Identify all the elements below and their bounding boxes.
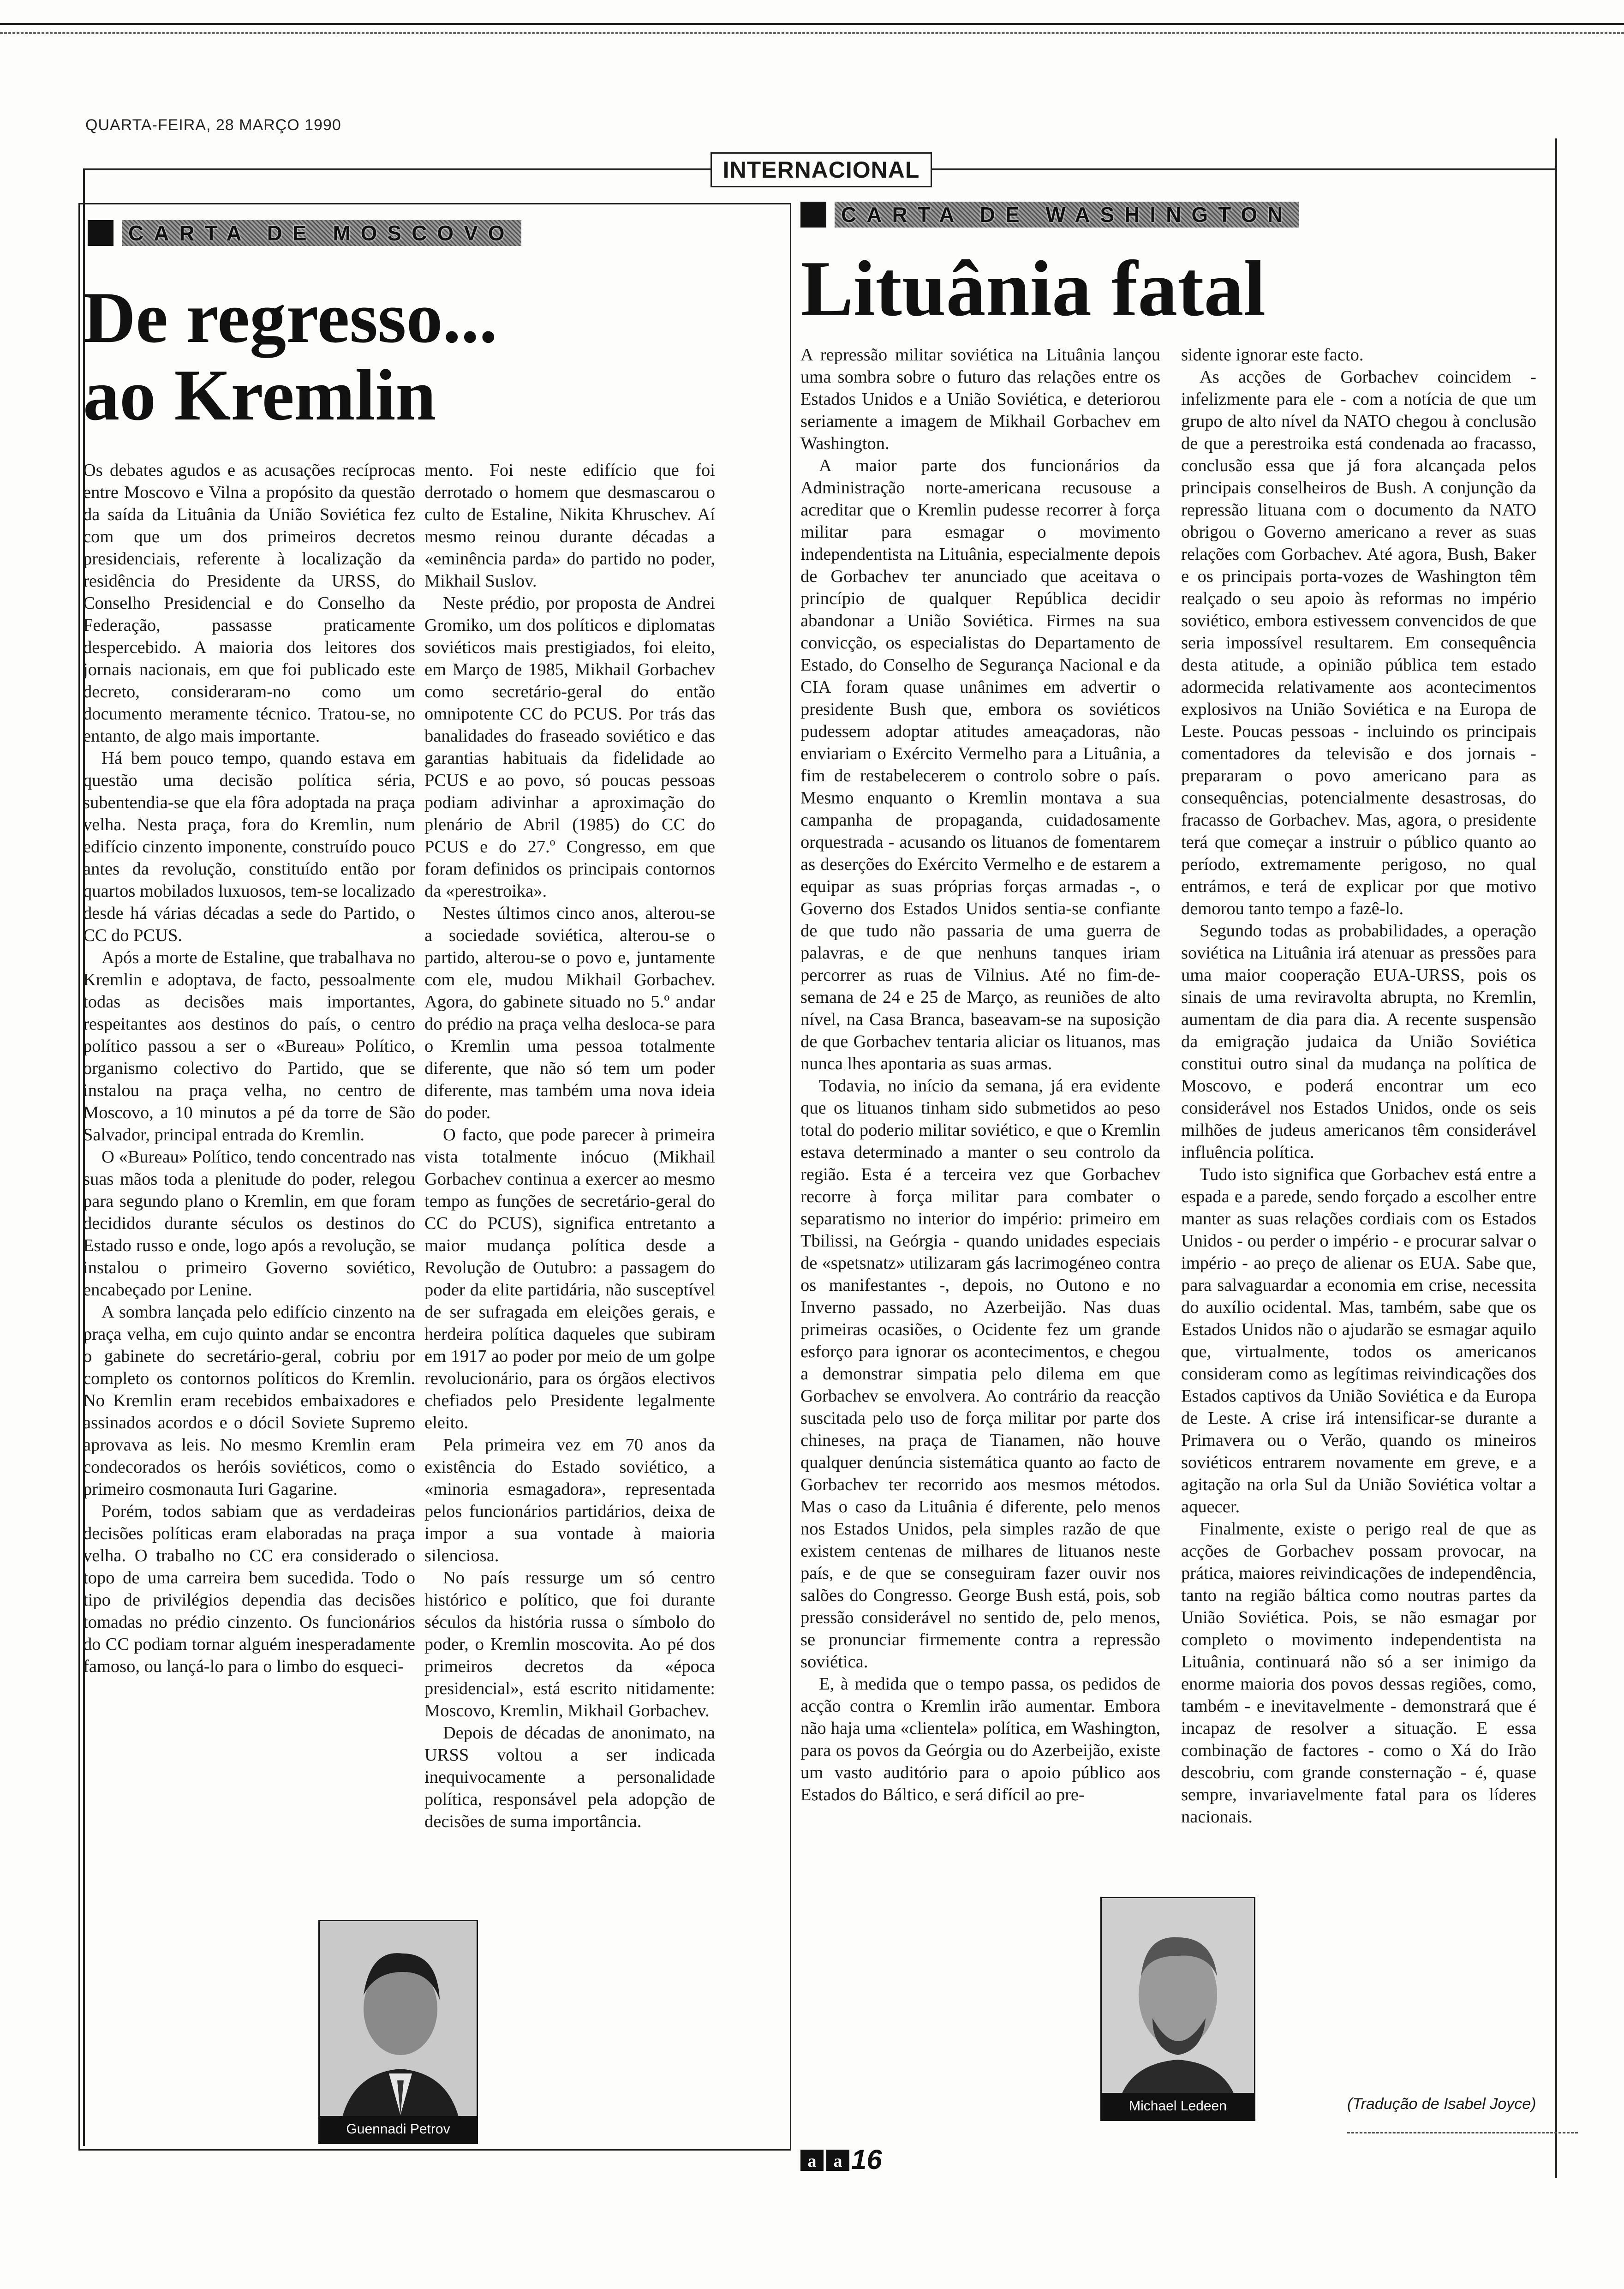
paragraph: Nestes últimos cinco anos, alterou-se a sociedade soviética, alterou-se o partido, alterou-se o povo e, juntamente com ele, mudou Mikhail Gorbachev. Agora, do gabinete situado no 5.º andar do prédio na praça velha desloca-se para o Kremlin uma pessoa totalmente diferente, que não só tem um poder diferente, mas também uma nova ideia do poder. — [424, 904, 715, 1122]
paragraph: A repressão militar soviética na Lituânia lançou uma sombra sobre o futuro das relações entre os Estados Unidos e a União Soviética, e deteriorou seriamente a imagem de Mikhail Gorbachev em Washington. — [800, 345, 1160, 453]
paragraph: A sombra lançada pelo edifício cinzento na praça velha, em cujo quinto andar se encontra o gabinete do secretário-geral, cobriu por completo os contornos políticos do Kremlin. No Kremlin eram recebidos embaixadores e assinados acordos e o dócil Soviete Supremo aprovava as leis. No mesmo Kremlin eram condecorados os heróis soviéticos, como o primeiro cosmonauta Iuri Gagarine. — [83, 1302, 415, 1499]
paragraph: Segundo todas as probabilidades, a operação soviética na Lituânia irá atenuar as pressões para uma maior cooperação EUA-URSS, pois os sinais de uma reviravolta abrupta, no Kremlin, aumentam de dia para dia. A recente suspensão da emigração judaica da União Soviética constitui outro sinal da mudança na política de Moscovo, e poderá encontrar um eco considerável nos Estados Unidos, onde os seis milhões de judeus americanos têm considerável influência política. — [1181, 921, 1536, 1162]
page-footer — [800, 2144, 882, 2175]
top-rule — [0, 23, 1624, 25]
paragraph: Porém, todos sabiam que as verdadeiras decisões políticas eram elaboradas na praça velha. O trabalho no CC era considerado o topo de uma carreira bem sucedida. Todo o tipo de privilégios dependia das decisões tomadas no prédio cinzento. Os funcionários do CC podiam tornar alguém inesperadamente famoso, ou lançá-lo para o limbo do esqueci- — [83, 1502, 415, 1676]
photo-caption-petrov: Guennadi Petrov — [320, 2116, 477, 2143]
paragraph: Após a morte de Estaline, que trabalhava no Kremlin e adoptava, de facto, pessoalmente todas as decisões mais importantes, respeitantes aos destinos do país, o centro político passou a ser o «Bureau» Político, organismo colectivo do Partido, que se instalou na praça velha, no centro de Moscovo, a 10 minutos a pé da torre de São Salvador, principal entrada do Kremlin. — [83, 948, 415, 1144]
portrait-photo-petrov — [318, 1920, 478, 2144]
paragraph: E, à medida que o tempo passa, os pedidos de acção contra o Kremlin irão aumentar. Embora não haja uma «clientela» política, em Washington, para os povos da Geórgia ou do Azerbeijão, existe um vasto auditório para o apoio público aos Estados do Báltico, e será difícil ao pre- — [800, 1674, 1160, 1804]
paragraph: Depois de décadas de anonimato, na URSS voltou a ser indicada inequivocamente a personalidade política, responsável pela adopção de decisões de suma importância. — [424, 1723, 715, 1831]
svg-text:a: a — [807, 2151, 817, 2171]
paragraph: Neste prédio, por proposta de Andrei Gromiko, um dos políticos e diplomatas soviéticos mais prestigiados, foi eleito, em Março de 1985, Mikhail Gorbachev como secretário-geral do então omnipotente CC do PCUS. Por trás das banalidades do fraseado soviético e das garantias habituais da fidelidade ao PCUS e ao povo, só poucas pessoas podiam adivinhar a aproximação do plenário de Abril (1985) do CC do PCUS e do 27.º Congresso, em que foram definidos os principais contornos da «perestroika». — [424, 593, 715, 901]
right-kicker — [800, 198, 1299, 231]
issue-date: QUARTA-FEIRA, 28 MARÇO 1990 — [85, 116, 341, 134]
paragraph: O «Bureau» Político, tendo concentrado nas suas mãos toda a plenitude do poder, relegou para segundo plano o Kremlin, em que foram decididos durante séculos os destinos do Estado russo e onde, logo após a revolução, se instalou o primeiro Governo soviético, encabeçado por Lenine. — [83, 1147, 415, 1300]
portrait-image-right — [1102, 1898, 1254, 2120]
paragraph: Os debates agudos e as acusações recíprocas entre Moscovo e Vilna a propósito da questão da saída da Lituânia da União Soviética fez com que um dos primeiros decretos presidenciais, referente à localização da residência do Presidente da URSS, do Conselho Presidencial e do Conselho da Federação, passasse praticamente despercebido. A maioria dos leitores dos jornais nacionais, em que foi publicado este decreto, consideraram-no como um documento meramente técnico. Tratou-se, no entanto, de algo mais importante. — [83, 461, 415, 746]
right-article-col2 — [1181, 344, 1536, 2144]
left-article-col1 — [83, 459, 415, 2148]
top-dashed-rule — [0, 32, 1624, 34]
paragraph: sidente ignorar este facto. — [1181, 345, 1364, 365]
svg-text:a: a — [833, 2151, 842, 2171]
left-headline-line2: ao Kremlin — [83, 355, 436, 436]
paragraph: Pela primeira vez em 70 anos da existência do Estado soviético, a «minoria esmagadora», representada pelos funcionários partidários, deixa de impor a sua vontade à maioria silenciosa. — [424, 1435, 715, 1565]
paragraph: No país ressurge um só centro histórico e político, que foi durante séculos da história russa o símbolo do poder, o Kremlin moscovita. Ao pé dos primeiros decretos da «época presidencial», está escrito nitidamente: Moscovo, Kremlin, Mikhail Gorbachev. — [424, 1568, 715, 1720]
right-headline: Lituânia fatal — [800, 245, 1266, 333]
section-label: INTERNACIONAL — [710, 152, 932, 187]
kicker-square-icon — [88, 220, 113, 246]
right-kicker-label: CARTA DE WASHINGTON — [835, 202, 1299, 228]
frame-right-rule — [1555, 138, 1557, 2178]
portrait-image — [320, 1921, 477, 2143]
paragraph: mento. Foi neste edifício que foi derrotado o homem que desmascarou o culto de Estaline, Nikita Khruschev. Aí mesmo reinou durante décadas a «eminência parda» do partido no poder, Mikhail Suslov. — [424, 461, 715, 591]
left-article-col2 — [424, 459, 715, 2148]
kicker-square-icon-right — [800, 202, 826, 228]
page-number: 16 — [851, 2144, 882, 2175]
paragraph: Todavia, no início da semana, já era evidente que os lituanos tinham sido submetidos ao peso total do poderio militar soviético, e que o Kremlin estava determinado a manter o seu controlo da região. Esta é a terceira vez que Gorbachev recorre à força militar para combater o separatismo no interior do império: primeiro em Tbilissi, na Geórgia - quando unidades especiais de «spetsnatz» utilizaram gás lacrimogéneo contra os manifestantes -, depois, no Outono e no Inverno passado, no Azerbeijão. Nas duas primeiras ocasiões, o Ocidente fez um grande esforço para ignorar os acontecimentos, e chegou a demonstrar simpatia pelo dilema em que Gorbachev se envolvera. Ao contrário da reacção suscitada pelo uso de força militar por parte dos chineses, na praça de Tianamen, não houve qualquer denúncia sistemática quanto ao facto de Gorbachev ter recorrido aos mesmos métodos. Mas o caso da Lituânia é diferente, pelo menos nos Estados Unidos, pela simples razão de que existem centenas de milhares de lituanos neste país, e de que se conseguiram fazer ouvir nos salões do Congresso. George Bush está, pois, sob pressão considerável no sentido de, pelo menos, se pronunciar firmemente contra a repressão soviética. — [800, 1076, 1160, 1672]
left-kicker-label: CARTA DE MOSCOVO — [122, 220, 521, 246]
paragraph: Finalmente, existe o perigo real de que as acções de Gorbachev possam provocar, na prática, maiores reivindicações de independência, tanto na região báltica como noutras partes da União Soviética. Pois, se não esmagar por completo o movimento independentista na Lituânia, continuará não só a ser inimigo da enorme maioria dos povos dessas regiões, como, também - e inevitavelmente - demonstrará que é incapaz de resolver a situação. E essa combinação de factores - como o Xá do Irão descobriu, com grande consternação - é, quase sempre, invariavelmente fatal para os líderes nacionais. — [1181, 1519, 1536, 1827]
translation-credit: (Tradução de Isabel Joyce) — [1347, 2095, 1536, 2113]
paragraph: O facto, que pode parecer à primeira vista totalmente inócuo (Mikhail Gorbachev continua a exercer ao mesmo tempo as funções de secretário-geral do CC do PCUS), significa entretanto a maior mudança política desde a Revolução de Outubro: a passagem do poder da elite partidária, não susceptível de ser sufragada em eleições gerais, e herdeira política daqueles que subiram em 1917 ao poder por meio de um golpe revolucionário, para os órgãos electivos chefiados pelo Presidente legalmente eleito. — [424, 1125, 715, 1432]
left-headline — [83, 277, 498, 436]
right-article-col1 — [800, 344, 1160, 2139]
left-kicker — [88, 217, 521, 249]
paragraph: Tudo isto significa que Gorbachev está entre a espada e a parede, sendo forçado a escolher entre manter as suas relações cordiais com os Estados Unidos - ou perder o império - e procurar salvar o império - ao preço de alienar os EUA. Sabe que, para salvaguardar a economia em crise, necessita do auxílio ocidental. Mas, também, sabe que os Estados Unidos não o ajudarão se esmagar aquilo que, virtualmente, todos os americanos consideram como as legítimas reivindicações dos Estados captivos da União Soviética e da Europa de Leste. A crise irá intensificar-se durante a Primavera ou o Verão, quando os mineiros soviéticos entrarem novamente em greve, e a agitação na orla Sul da União Soviética voltar a aquecer. — [1181, 1165, 1536, 1516]
paragraph: A maior parte dos funcionários da Administração norte-americana recusouse a acreditar que o Kremlin pudesse recorrer à força militar para esmagar o movimento independentista na Lituânia, especialmente depois de Gorbachev ter anunciado que aceitava o princípio de qualquer República decidir abandonar a União Soviética. Firmes na sua convicção, os especialistas do Departamento de Estado, do Conselho de Segurança Nacional e da CIA foram quase unânimes em advertir o presidente Bush que, embora os soviéticos pudessem adoptar atitudes ameaçadoras, não enviariam o Exército Vermelho para a Lituânia, a fim de restabelecerem o controlo sobre o país. Mesmo enquanto o Kremlin montava a sua campanha de propaganda, cuidadosamente orquestrada - acusando os lituanos de fomentarem as deserções do Exército Vermelho e de estarem a equipar as suas próprias forças armadas -, o Governo dos Estados Unidos sentia-se confiante de que tudo não passaria de uma guerra de palavras, e de que nenhuns tanques iriam percorrer as ruas de Vilnius. Até no fim-de-semana de 24 e 25 de Março, as reuniões de alto nível, na Casa Branca, baseavam-se na suposição de que Gorbachev tentaria aliciar os lituanos, mas nunca lhes apontaria as suas armas. — [800, 456, 1160, 1073]
portrait-photo-ledeen — [1100, 1897, 1255, 2121]
left-headline-line1: De regresso... — [83, 277, 498, 358]
paragraph: Há bem pouco tempo, quando estava em questão uma decisão política séria, subentendia-se que ela fôra adoptada na praça velha. Nesta praça, fora do Kremlin, num edifício cinzento imponente, construído pouco antes da revolução, constituído então por quartos mobilados luxuosos, tem-se localizado desde há várias décadas a sede do Partido, o CC do PCUS. — [83, 749, 415, 945]
paragraph: As acções de Gorbachev coincidem - infelizmente para ele - com a notícia de que um grupo de alto nível da NATO chegou à conclusão de que a perestroika está condenada ao fracasso, conclusão essa que já fora alcançada pelos principais conselheiros de Bush. A conjunção da repressão lituana com o documento da NATO obrigou o Governo americano a rever as suas relações com Gorbachev. Até agora, Bush, Baker e os principais porta-vozes de Washington têm realçado o seu apoio às reformas no império soviético, embora estivessem convencidos de que seria impossível resultarem. Em consequência desta atitude, a opinião pública tem estado adormecida relativamente aos acontecimentos explosivos na União Soviética e na Europa de Leste. Poucas pessoas - incluindo os principais comentadores da televisão e dos jornais - prepararam o povo americano para as consequências, potencialmente desastrosas, do fracasso de Gorbachev. Mas, agora, o presidente terá que começar a instruir o público quanto ao período, extremamente perigoso, no qual entrámos, e terá de explicar por que motivo demorou tanto tempo a fazê-lo. — [1181, 367, 1536, 918]
photo-caption-ledeen: Michael Ledeen — [1102, 2093, 1254, 2120]
newspaper-logo-icon — [800, 2146, 851, 2174]
bottom-right-dash — [1347, 2132, 1578, 2133]
